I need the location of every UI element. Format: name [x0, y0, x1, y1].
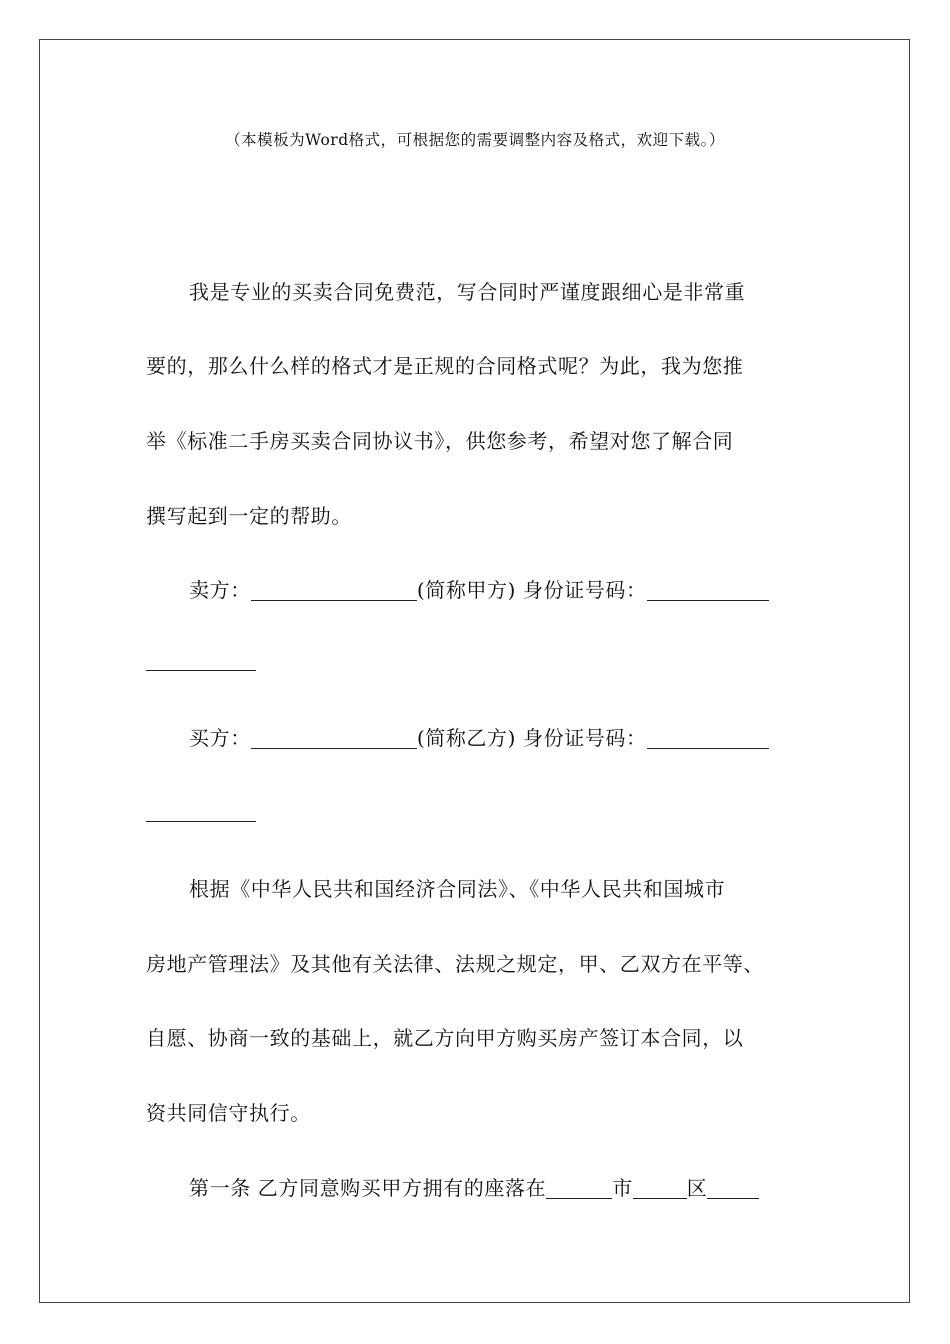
buyer-line	[189, 722, 849, 751]
seller-id-field-continued[interactable]	[146, 670, 256, 671]
seller-name-field[interactable]	[251, 580, 417, 601]
buyer-id-label: 身份证号码：	[523, 726, 647, 750]
article-1-text: 乙方同意购买甲方拥有的座落在	[257, 1176, 547, 1200]
seller-id-label: 身份证号码：	[523, 578, 647, 602]
city-field[interactable]	[546, 1178, 612, 1199]
seller-id-field[interactable]	[647, 580, 769, 601]
buyer-alias: (简称乙方)	[416, 726, 517, 750]
seller-alias: (简称甲方)	[416, 578, 517, 602]
intro-line-1: 我是专业的买卖合同免费范，写合同时严谨度跟细心是非常重	[189, 280, 746, 304]
basis-line-1: 根据《中华人民共和国经济合同法》、《中华人民共和国城市	[189, 877, 726, 901]
intro-line-4: 撰写起到一定的帮助。	[146, 504, 352, 528]
buyer-label: 买方：	[189, 726, 251, 750]
seller-label: 卖方：	[189, 578, 251, 602]
buyer-id-field-continued[interactable]	[146, 821, 256, 822]
intro-line-3: 举《标准二手房买卖合同协议书》，供您参考，希望对您了解合同	[146, 429, 734, 453]
district-field[interactable]	[633, 1178, 687, 1199]
address-field[interactable]	[707, 1178, 759, 1199]
basis-line-4: 资共同信守执行。	[146, 1101, 311, 1125]
district-label: 区	[686, 1176, 708, 1200]
template-notice: （本模板为Word格式，可根据您的需要调整内容及格式，欢迎下载。）	[225, 131, 725, 149]
city-label: 市	[612, 1176, 633, 1200]
buyer-id-field[interactable]	[647, 728, 769, 749]
basis-line-2: 房地产管理法》及其他有关法律、法规之规定，甲、乙双方在平等、	[146, 952, 764, 976]
basis-line-3: 自愿、协商一致的基础上，就乙方向甲方购买房产签订本合同，以	[146, 1026, 744, 1050]
intro-line-2: 要的，那么什么样的格式才是正规的合同格式呢？为此，我为您推	[146, 354, 744, 378]
article-1-prefix: 第一条	[189, 1176, 251, 1200]
article-1-line	[189, 1172, 849, 1201]
buyer-name-field[interactable]	[251, 728, 417, 749]
seller-line	[189, 574, 849, 603]
